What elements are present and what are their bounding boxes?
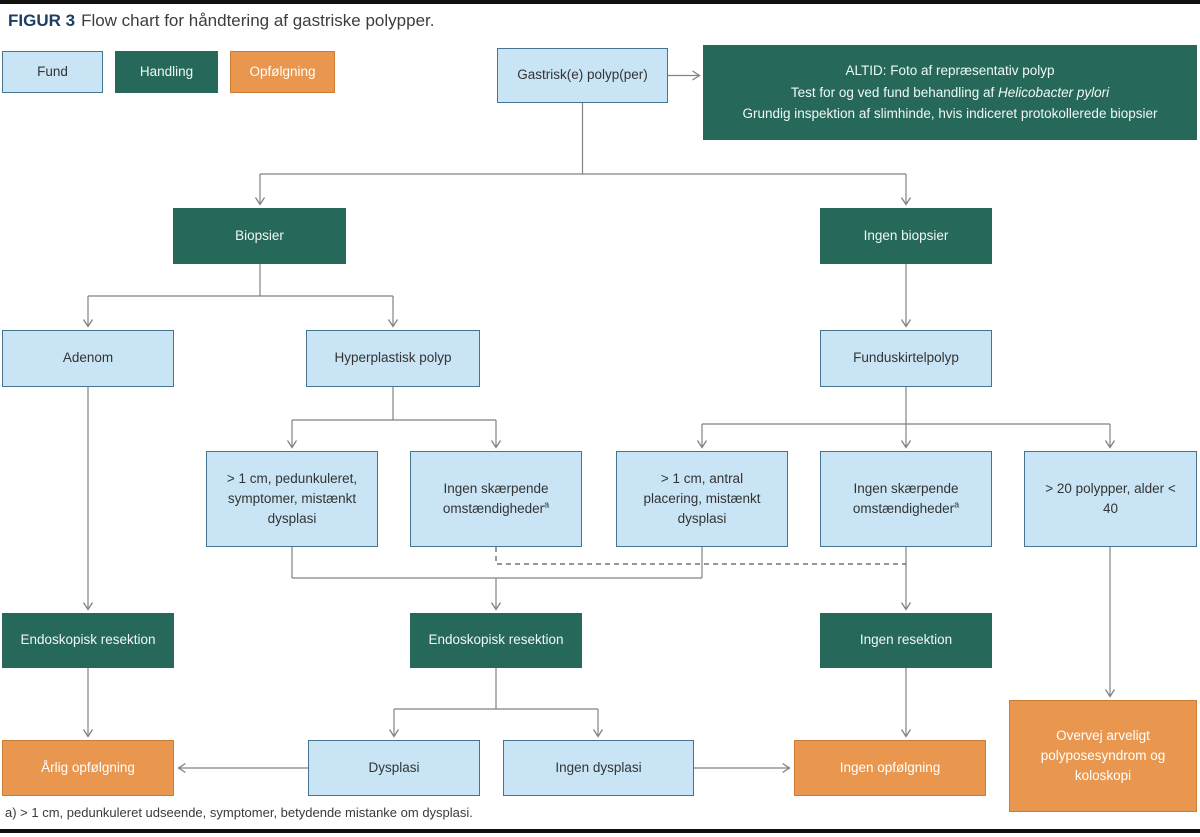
node-ingen-skaerpende-2: Ingen skærpende omstændigheder$^a$ xyxy=(820,451,992,547)
altid-line1: ALTID: Foto af repræsentativ polyp xyxy=(845,63,1055,79)
footnote-ref: a xyxy=(544,499,550,510)
node-aarlig-opfolgning: Årlig opfølgning xyxy=(2,740,174,796)
node-ingen-resektion: Ingen resektion xyxy=(820,613,992,668)
footnote-ref: a xyxy=(954,499,960,510)
node-antral-dysplasi: > 1 cm, antral placering, mistænkt dysplasi xyxy=(616,451,788,547)
node-gastrisk-polyp: Gastrisk(e) polyp(per) xyxy=(497,48,668,103)
node-ingen-opfolgning: Ingen opfølgning xyxy=(794,740,986,796)
node-overvej-polyposesyndrom: Overvej arveligt polyposesyndrom og koloskopi xyxy=(1009,700,1197,812)
node-dysplasi: Dysplasi xyxy=(308,740,480,796)
legend-opfolgning: Opfølgning xyxy=(230,51,335,93)
node-pedunkuleret-dysplasi: > 1 cm, pedunkuleret, symptomer, mistænkt dysplasi xyxy=(206,451,378,547)
node-endoskopisk-resektion-left: Endoskopisk resektion xyxy=(2,613,174,668)
figure-caption: Flow chart for håndtering af gastriske polypper. xyxy=(81,11,435,30)
legend-fund: Fund xyxy=(2,51,103,93)
top-rule xyxy=(0,0,1200,4)
helicobacter-italic: Helicobacter pylori xyxy=(998,84,1110,100)
figure-label: FIGUR 3 xyxy=(8,11,76,30)
node-ingen-biopsier: Ingen biopsier xyxy=(820,208,992,264)
node-adenom: Adenom xyxy=(2,330,174,387)
figure-title xyxy=(8,11,434,31)
node-ingen-skaerpende-1: Ingen skærpende omstændigheder$^a$ xyxy=(410,451,582,547)
footnote: a) > 1 cm, pedunkuleret udseende, symptomer, betydende mistanke om dysplasi. xyxy=(5,805,473,820)
altid-line2: Test for og ved fund behandling af Helicobacter pylori xyxy=(790,84,1110,100)
node-funduskirtelpolyp: Funduskirtelpolyp xyxy=(820,330,992,387)
node-endoskopisk-resektion-mid: Endoskopisk resektion xyxy=(410,613,582,668)
dashed-connector xyxy=(496,547,906,564)
node-20-polypper: > 20 polypper, alder < 40 xyxy=(1024,451,1197,547)
altid-line3: Grundig inspektion af slimhinde, hvis indiceret protokollerede biopsier xyxy=(742,106,1158,122)
node-altid-info xyxy=(703,45,1197,140)
node-hyperplastisk: Hyperplastisk polyp xyxy=(306,330,480,387)
legend-handling: Handling xyxy=(115,51,218,93)
node-ingen-dysplasi: Ingen dysplasi xyxy=(503,740,694,796)
node-biopsier: Biopsier xyxy=(173,208,346,264)
bottom-rule xyxy=(0,829,1200,833)
